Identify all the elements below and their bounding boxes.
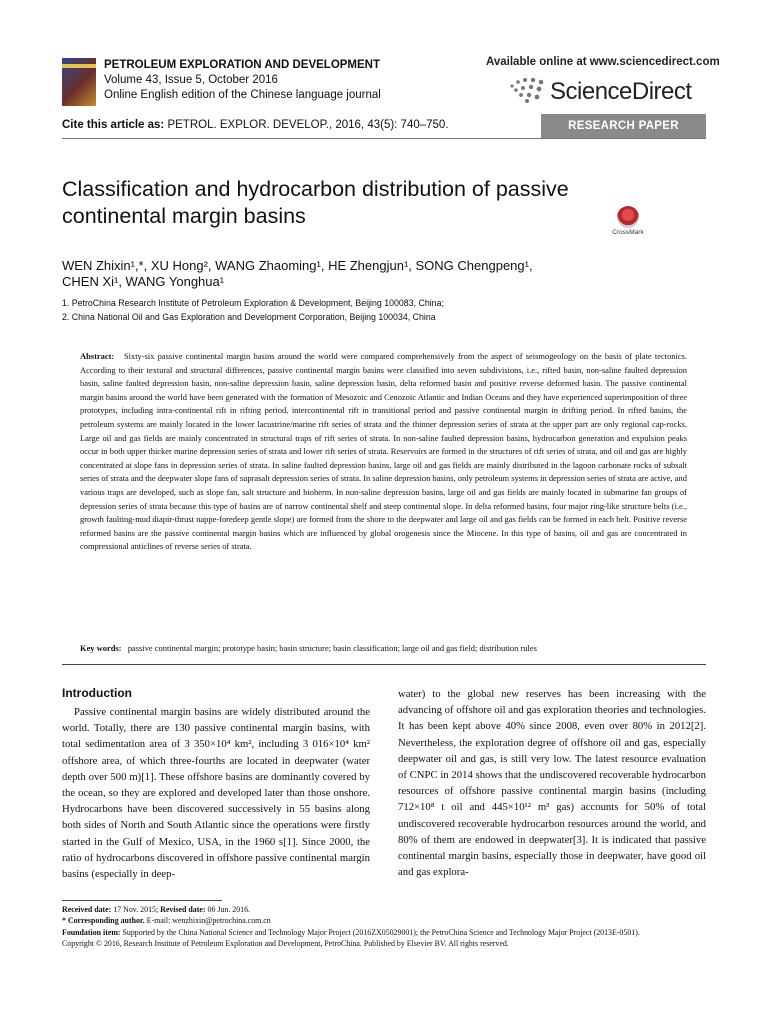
- introduction-heading: Introduction: [62, 686, 132, 700]
- sciencedirect-wordmark: ScienceDirect: [550, 78, 692, 105]
- footnote-divider: [62, 900, 222, 901]
- keywords-label: Key words:: [80, 643, 122, 653]
- abstract-text: Sixty-six passive continental margin basins around the world were compared comprehensively from the aspect of seismogeology on the basis of plate tectonics. According to their textural and structural differences, passive continental margin basins were classified into seven subdivisions, i.e., rifted basin, non-saline faulted depression basin, saline faulted depression basin, non-saline depression basin, saline depression basin, delta reformed basin and positive reverse deformed basin. The passive continental margin basins around the world have been generated with the formation of Mesozoic and Cenozoic Atlantic and Indian Oceans and they have experienced superimposition of three prototypes, including intra-continental rift in rifting period, intercontinental rift in transitional period and passive continental margin in drifting period. In rifted basins, the petroleum systems are mainly located in the lower lacustrine/marine rift series of strata and the thinner depression series of strata at the upper part are only regional cap-rocks. Large oil and gas fields are mainly concentrated in structural traps of rift series of strata. In non-saline faulted depression basins, hydrocarbon generation and expulsion peaks occur in both upper thicker marine depression series of strata and lower rift series of strata. Reservoirs are formed in the structures of rift series of strata, and oil and gas are highly concentrated at slope fans in depression series of strata. In saline faulted depression basins, large oil and gas fields are mainly distributed in the lagoon carbonate rocks of subsalt series of strata and the deepwater slope fans of suprasalt depression series of strata. In saline depression basins, only petroleum systems in depression series of strata are active, and various traps are developed, such as slope fan, salt structure and bioherm. In non-saline depression basins, large oil and gas fields are mainly located in submarine fan groups of depression series of strata because this type of basins are of narrow continental shelf and steep continental slope. In delta reformed basins, four major ring-like structure belts (i.e., growth faulting-mud diapir-thrust nappe-foredeep gentle slope) are formed from the shore to the deepwater and large oil and gas fields can be formed in each belt. Positive reverse reformed basins are the passive continental margin basins which are influenced by global orogenesis since the Miocene. In this type of basins, oil and gas are concentrated in compressional anticlines of reverse series of strata.: [80, 351, 687, 552]
- keywords: [80, 643, 690, 653]
- journal-volume: Volume 43, Issue 5, October 2016: [104, 74, 278, 86]
- intro-paragraph-left: Passive continental margin basins are widely distributed around the world. Totally, there are 130 passive continental margin basins, with total sedimentation area of 3 350×10⁴ km², including 3 016×10⁴ km² offshore area, of which three-fourths are located in deepwater (water depth over 500 m)[1]. These offshore basins are dominantly covered by the ocean, so they are explored and developed later than those onshore. Hydrocarbons have been discovered successively in 55 basins along both sides of North and South Atlantic since the operations were firstly started in the Gulf of Mexico, USA, in the 1960 s[1]. Since 2000, the ratio of hydrocarbons discovered in offshore passive continental margin basins (especially in deep-: [62, 706, 370, 881]
- citation-bar: [62, 114, 706, 139]
- citation: [62, 119, 449, 131]
- citation-label: Cite this article as:: [62, 119, 165, 131]
- author-list: [62, 258, 622, 290]
- abstract: [80, 350, 687, 554]
- journal-edition: Online English edition of the Chinese language journal: [104, 89, 381, 101]
- citation-text: PETROL. EXPLOR. DEVELOP., 2016, 43(5): 740–750.: [167, 119, 449, 131]
- corresponding-email-link[interactable]: E-mail: wenzhixin@petrochina.com.cn: [146, 916, 271, 926]
- section-divider: [62, 664, 706, 665]
- affiliations: [62, 296, 702, 324]
- copyright-note: Copyright © 2016, Research Institute of Petroleum Exploration and Development, PetroChina. Published by Elsevier BV. All rights reserved.: [62, 938, 509, 948]
- research-paper-badge: RESEARCH PAPER: [541, 114, 706, 138]
- keywords-text: passive continental margin; prototype basin; basin structure; basin classification; large oil and gas field; distribution rules: [127, 643, 537, 653]
- right-column: [398, 686, 706, 880]
- abstract-label: Abstract:: [80, 351, 115, 361]
- journal-name: PETROLEUM EXPLORATION AND DEVELOPMENT: [104, 59, 381, 71]
- crossmark-button[interactable]: [610, 206, 646, 236]
- left-column: [62, 686, 370, 882]
- intro-paragraph-right: water) to the global new reserves has been increasing with the advancing of offshore oil and gas exploration theories and technologies. It has been kept above 40% since 2008, even over 80% in 2012[2]. Nevertheless, the exploration degree of offshore oil and gas, especially deepwater oil and gas, is still very low. The latest resource evaluation of CNPC in 2014 shows that the undiscovered recoverable hydrocarbon resources of offshore passive continental margin basins (including 712×10⁸ t oil and 445×10¹² m³ gas) accounts for 50% of total undiscovered recoverable hydrocarbon resources around the world, and 80% of them are endowed in deepwater[3]. It is indicated that passive continental margin basins, especially those in deepwater, have good oil and gas explora-: [398, 688, 706, 879]
- dates-note: Received date: 17 Nov. 2015; Revised date: 06 Jun. 2016.: [62, 905, 251, 914]
- crossmark-icon: [617, 206, 639, 228]
- funding-note: Foundation item: Supported by the China National Science and Technology Major Project (2016ZX05029001); the PetroChina Science and Technology Major Project (2013E-0501).: [62, 927, 640, 937]
- available-online-link[interactable]: Available online at www.sciencedirect.com: [486, 56, 720, 68]
- corresponding-author-note: * Corresponding author. E-mail: wenzhixin@petrochina.com.cn: [62, 916, 271, 926]
- authors-line-1: WEN Zhixin¹,*, XU Hong², WANG Zhaoming¹, HE Zhengjun¹, SONG Chengpeng¹,: [62, 258, 533, 273]
- affiliation-2: 2. China National Oil and Gas Exploration and Development Corporation, Beijing 100034, China: [62, 312, 436, 322]
- affiliation-1: 1. PetroChina Research Institute of Petroleum Exploration & Development, Beijing 100083, China;: [62, 298, 444, 308]
- article-title: Classification and hydrocarbon distribution of passive continental margin basins: [62, 177, 569, 228]
- authors-line-2: CHEN Xi¹, WANG Yonghua¹: [62, 274, 225, 289]
- footnotes: [62, 904, 706, 949]
- journal-cover-image: [62, 58, 96, 106]
- crossmark-label: CrossMark: [612, 229, 644, 236]
- journal-info: [104, 58, 381, 103]
